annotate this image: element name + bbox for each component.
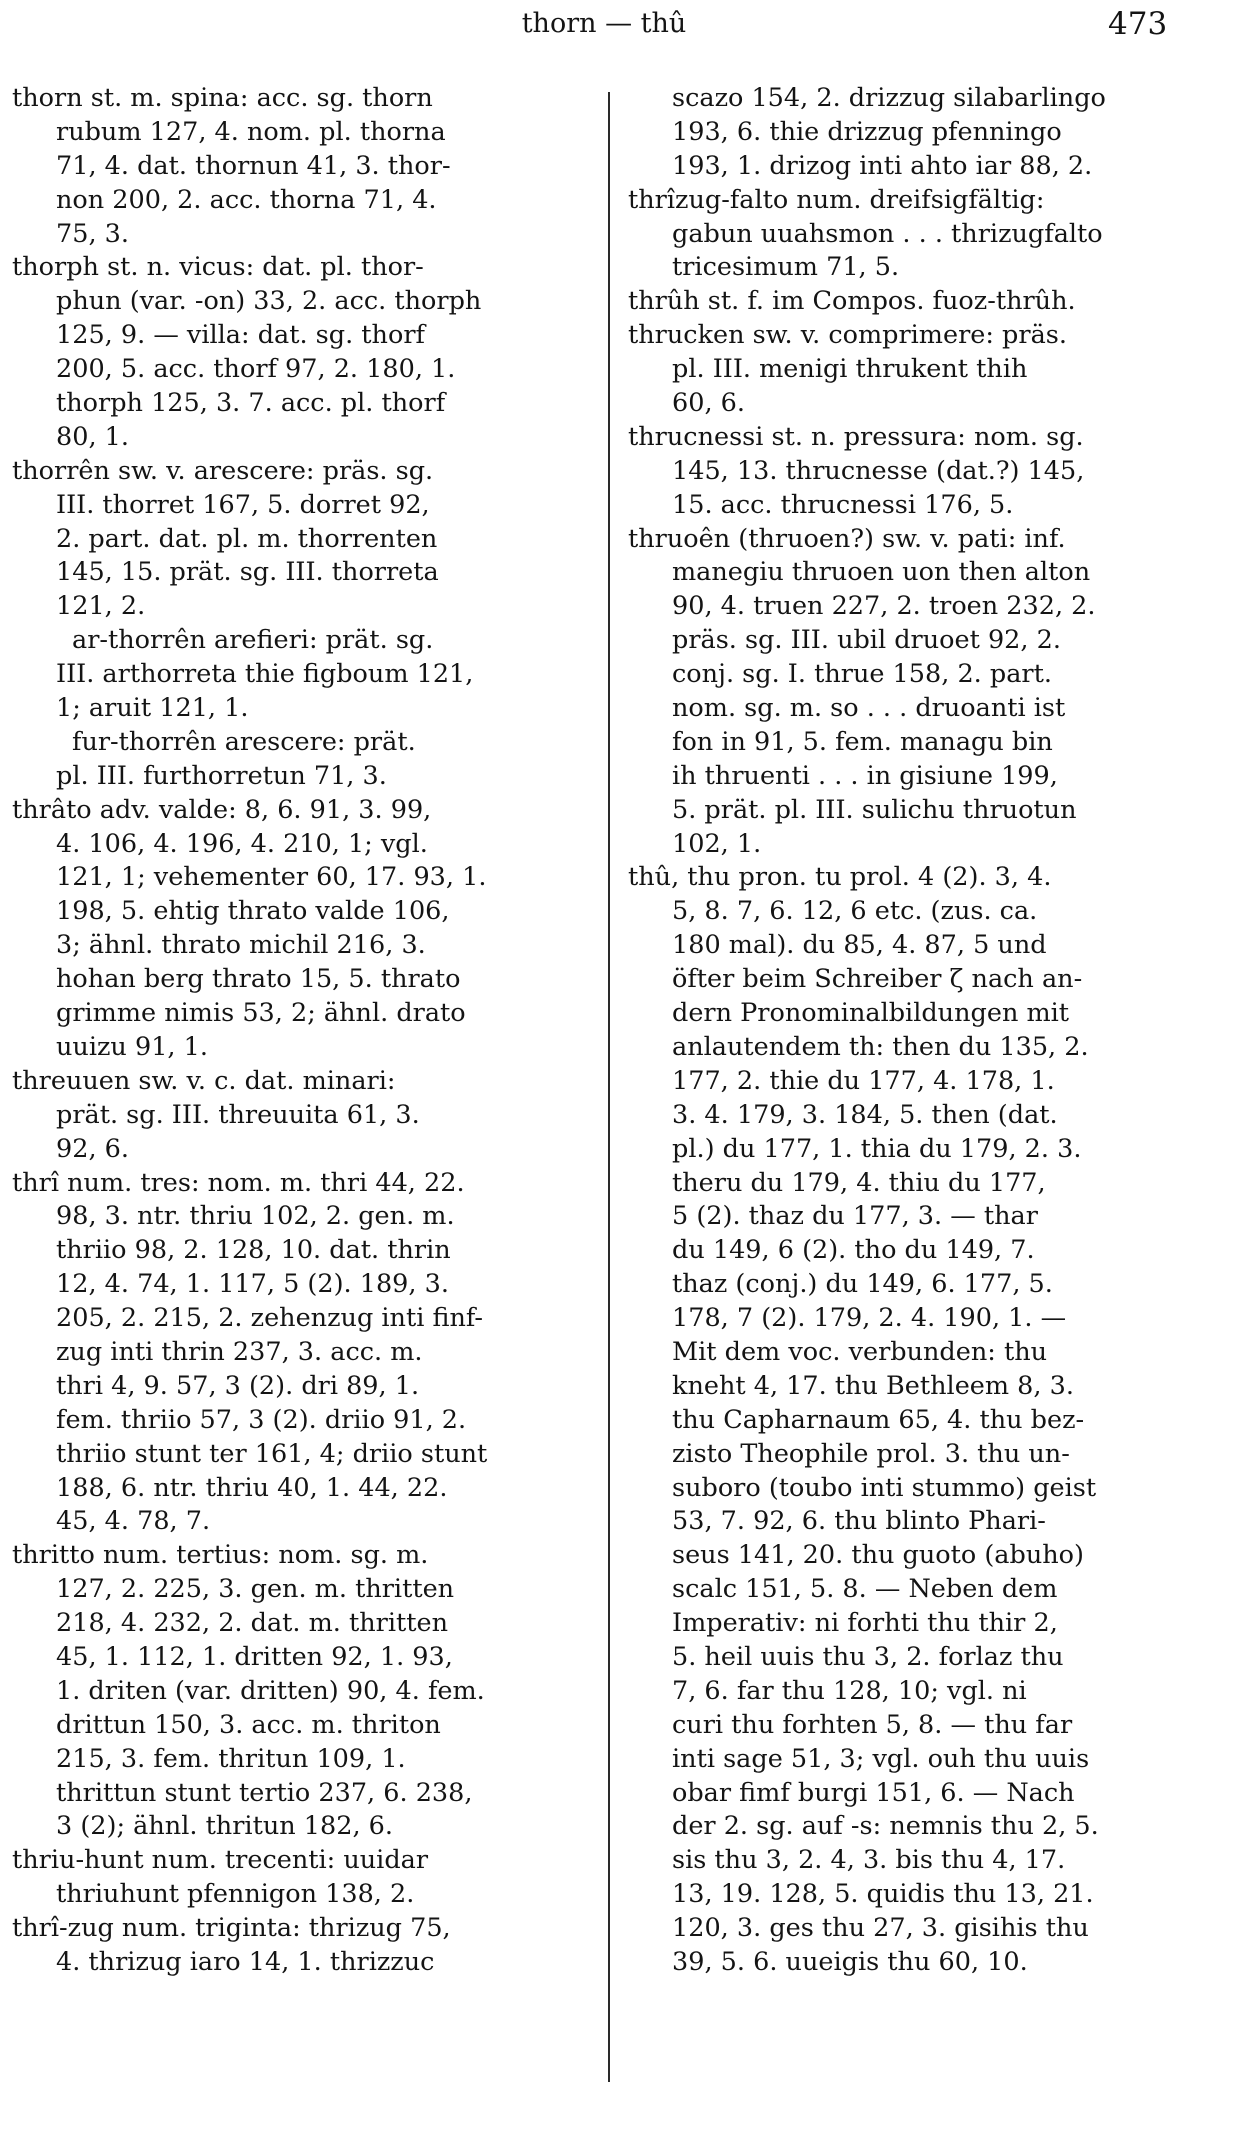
entry-line: thorph 125, 3. 7. acc. pl. thorf: [56, 388, 446, 419]
entry-line: 120, 3. ges thu 27, 3. gisihis thu: [672, 1913, 1089, 1944]
entry-line: Imperativ: ni forhti thu thir 2,: [672, 1608, 1058, 1639]
entry-line: thrittun stunt tertio 237, 6. 238,: [56, 1777, 473, 1808]
entry-headline: thorn st. m. spina: acc. sg. thorn: [12, 83, 433, 113]
entry-headline: thrî num. tres: nom. m. thri 44, 22.: [12, 1167, 465, 1198]
entry-headline: thruoên (thruoen?) sw. v. pati: inf.: [628, 523, 1066, 554]
entry-line: thaz (conj.) du 149, 6. 177, 5.: [672, 1269, 1053, 1300]
entry-line: hohan berg thrato 15, 5. thrato: [56, 964, 461, 995]
entry-line: 45, 4. 78, 7.: [56, 1506, 211, 1537]
entry-line: seus 141, 20. thu guoto (abuho): [672, 1540, 1084, 1571]
entry-line: thriuhunt pfennigon 138, 2.: [56, 1879, 415, 1910]
entry-line: 121, 2.: [56, 591, 146, 622]
entry-line: 13, 19. 128, 5. quidis thu 13, 21.: [672, 1879, 1094, 1910]
entry-line: 193, 1. drizog inti ahto iar 88, 2.: [672, 150, 1093, 181]
right-column: [628, 82, 1204, 1980]
entry-line: 178, 7 (2). 179, 2. 4. 190, 1. —: [672, 1303, 1067, 1334]
entry-line: zug inti thrin 237, 3. acc. m.: [56, 1336, 423, 1367]
entry-line: 5, 8. 7, 6. 12, 6 etc. (zus. ca.: [672, 896, 1038, 927]
entry-line: präs. sg. III. ubil druoet 92, 2.: [672, 625, 1061, 656]
entry-line: pl. III. menigi thrukent thih: [672, 354, 1028, 385]
entry-line: thri 4, 9. 57, 3 (2). dri 89, 1.: [56, 1370, 420, 1401]
entry-headline: thrûh st. f. im Compos. fuoz-thrûh.: [628, 286, 1076, 317]
entry-headline: thrîzug-falto num. dreifsigfältig:: [628, 184, 1045, 215]
entry-headline: thrucken sw. v. comprimere: präs.: [628, 320, 1067, 351]
entry-line: manegiu thruoen uon then alton: [672, 557, 1091, 588]
entry-line: 45, 1. 112, 1. dritten 92, 1. 93,: [56, 1641, 453, 1672]
entry-line: pl.) du 177, 1. thia du 179, 2. 3.: [672, 1133, 1082, 1164]
entry-line: 5 (2). thaz du 177, 3. — thar: [672, 1201, 1038, 1232]
entry-headline: ar-thorrên arefieri: prät. sg.: [72, 625, 434, 656]
column-divider: [608, 92, 610, 2082]
entry-line: 3 (2); ähnl. thritun 182, 6.: [56, 1811, 393, 1842]
entry-line: zisto Theophile prol. 3. thu un-: [672, 1438, 1070, 1469]
entry-line: suboro (toubo inti stummo) geist: [672, 1472, 1097, 1503]
entry-line: 125, 9. — villa: dat. sg. thorf: [56, 320, 425, 351]
entry-line: drittun 150, 3. acc. m. thriton: [56, 1709, 441, 1740]
entry-line: 92, 6.: [56, 1133, 129, 1164]
entry-line: scazo 154, 2. drizzug silabarlingo: [672, 83, 1106, 113]
page-number: 473: [1108, 6, 1168, 42]
entry-line: 15. acc. thrucnessi 176, 5.: [672, 489, 1014, 520]
entry-line: 4. thrizug iaro 14, 1. thrizzuc: [56, 1946, 435, 1977]
running-header: thorn — thû: [521, 8, 687, 39]
entry-line: 198, 5. ehtig thrato valde 106,: [56, 896, 450, 927]
entry-line: scalc 151, 5. 8. — Neben dem: [672, 1574, 1058, 1605]
entry-headline: fur-thorrên arescere: prät.: [72, 726, 416, 757]
entry-line: 177, 2. thie du 177, 4. 178, 1.: [672, 1065, 1055, 1096]
entry-line: 4. 106, 4. 196, 4. 210, 1; vgl.: [56, 828, 428, 859]
entry-line: 215, 3. fem. thritun 109, 1.: [56, 1743, 406, 1774]
entry-line: obar fimf burgi 151, 6. — Nach: [672, 1777, 1075, 1808]
entry-line: inti sage 51, 3; vgl. ouh thu uuis: [672, 1743, 1090, 1774]
entry-line: 205, 2. 215, 2. zehenzug inti finf-: [56, 1303, 484, 1334]
entry-headline: thorph st. n. vicus: dat. pl. thor-: [12, 252, 424, 283]
entry-line: 193, 6. thie drizzug pfenningo: [672, 116, 1062, 147]
entry-line: 12, 4. 74, 1. 117, 5 (2). 189, 3.: [56, 1269, 449, 1300]
entry-line: 3. 4. 179, 3. 184, 5. then (dat.: [672, 1099, 1058, 1130]
entry-line: non 200, 2. acc. thorna 71, 4.: [56, 184, 437, 215]
entry-headline: thû, thu pron. tu prol. 4 (2). 3, 4.: [628, 862, 1052, 893]
entry-line: 180 mal). du 85, 4. 87, 5 und: [672, 930, 1047, 961]
entry-line: der 2. sg. auf -s: nemnis thu 2, 5.: [672, 1811, 1099, 1842]
entry-line: sis thu 3, 2. 4, 3. bis thu 4, 17.: [672, 1845, 1066, 1876]
entry-line: kneht 4, 17. thu Bethleem 8, 3.: [672, 1370, 1074, 1401]
entry-line: 80, 1.: [56, 421, 129, 452]
entry-line: 1; aruit 121, 1.: [56, 693, 249, 724]
entry-line: thriio stunt ter 161, 4; driio stunt: [56, 1438, 488, 1469]
entry-line: 60, 6.: [672, 388, 745, 419]
entry-line: III. arthorreta thie figboum 121,: [56, 659, 474, 690]
entry-line: 98, 3. ntr. thriu 102, 2. gen. m.: [56, 1201, 455, 1232]
entry-headline: threuuen sw. v. c. dat. minari:: [12, 1065, 396, 1096]
entry-line: curi thu forhten 5, 8. — thu far: [672, 1709, 1073, 1740]
entry-headline: thritto num. tertius: nom. sg. m.: [12, 1540, 429, 1571]
entry-line: pl. III. furthorretun 71, 3.: [56, 760, 387, 791]
entry-line: prät. sg. III. threuuita 61, 3.: [56, 1099, 420, 1130]
entry-line: Mit dem voc. verbunden: thu: [672, 1336, 1048, 1367]
entry-line: rubum 127, 4. nom. pl. thorna: [56, 116, 446, 147]
entry-line: öfter beim Schreiber ζ nach an-: [672, 964, 1083, 995]
entry-line: nom. sg. m. so . . . druoanti ist: [672, 693, 1066, 724]
left-column: [12, 82, 602, 1980]
entry-line: dern Pronominalbildungen mit: [672, 998, 1070, 1029]
entry-line: 121, 1; vehementer 60, 17. 93, 1.: [56, 862, 487, 893]
entry-line: 145, 15. prät. sg. III. thorreta: [56, 557, 439, 588]
entry-line: fon in 91, 5. fem. managu bin: [672, 726, 1053, 757]
entry-line: phun (var. -on) 33, 2. acc. thorph: [56, 286, 482, 317]
entry-headline: thrucnessi st. n. pressura: nom. sg.: [628, 421, 1084, 452]
entry-headline: thrî-zug num. triginta: thrizug 75,: [12, 1913, 451, 1944]
entry-headline: thrâto adv. valde: 8, 6. 91, 3. 99,: [12, 794, 432, 825]
entry-line: 127, 2. 225, 3. gen. m. thritten: [56, 1574, 455, 1605]
entry-line: theru du 179, 4. thiu du 177,: [672, 1167, 1046, 1198]
entry-line: 71, 4. dat. thornun 41, 3. thor-: [56, 150, 451, 181]
entry-line: 2. part. dat. pl. m. thorrenten: [56, 523, 438, 554]
entry-line: fem. thriio 57, 3 (2). driio 91, 2.: [56, 1404, 467, 1435]
entry-line: 1. driten (var. dritten) 90, 4. fem.: [56, 1675, 485, 1706]
entry-headline: thorrên sw. v. arescere: präs. sg.: [12, 455, 434, 486]
entry-line: 75, 3.: [56, 218, 129, 249]
entry-line: 39, 5. 6. uueigis thu 60, 10.: [672, 1946, 1028, 1977]
entry-line: 90, 4. truen 227, 2. troen 232, 2.: [672, 591, 1096, 622]
entry-line: 200, 5. acc. thorf 97, 2. 180, 1.: [56, 354, 456, 385]
entry-line: anlautendem th: then du 135, 2.: [672, 1031, 1089, 1062]
entry-line: 7, 6. far thu 128, 10; vgl. ni: [672, 1675, 1027, 1706]
entry-line: 102, 1.: [672, 828, 762, 859]
entry-line: 5. heil uuis thu 3, 2. forlaz thu: [672, 1641, 1064, 1672]
entry-line: du 149, 6 (2). tho du 149, 7.: [672, 1235, 1035, 1266]
entry-line: 218, 4. 232, 2. dat. m. thritten: [56, 1608, 449, 1639]
entry-line: 3; ähnl. thrato michil 216, 3.: [56, 930, 426, 961]
entry-line: grimme nimis 53, 2; ähnl. drato: [56, 998, 466, 1029]
entry-line: III. thorret 167, 5. dorret 92,: [56, 489, 430, 520]
entry-line: 5. prät. pl. III. sulichu thruotun: [672, 794, 1077, 825]
entry-line: 145, 13. thrucnesse (dat.?) 145,: [672, 455, 1085, 486]
entry-line: conj. sg. I. thrue 158, 2. part.: [672, 659, 1052, 690]
entry-line: thriio 98, 2. 128, 10. dat. thrin: [56, 1235, 451, 1266]
entry-line: 188, 6. ntr. thriu 40, 1. 44, 22.: [56, 1472, 448, 1503]
entry-headline: thriu-hunt num. trecenti: uuidar: [12, 1845, 429, 1876]
entry-line: ih thruenti . . . in gisiune 199,: [672, 760, 1058, 791]
entry-line: 53, 7. 92, 6. thu blinto Phari-: [672, 1506, 1046, 1537]
entry-line: tricesimum 71, 5.: [672, 252, 900, 283]
entry-line: gabun uuahsmon . . . thrizugfalto: [672, 218, 1103, 249]
entry-line: thu Capharnaum 65, 4. thu bez-: [672, 1404, 1085, 1435]
entry-line: uuizu 91, 1.: [56, 1031, 208, 1062]
